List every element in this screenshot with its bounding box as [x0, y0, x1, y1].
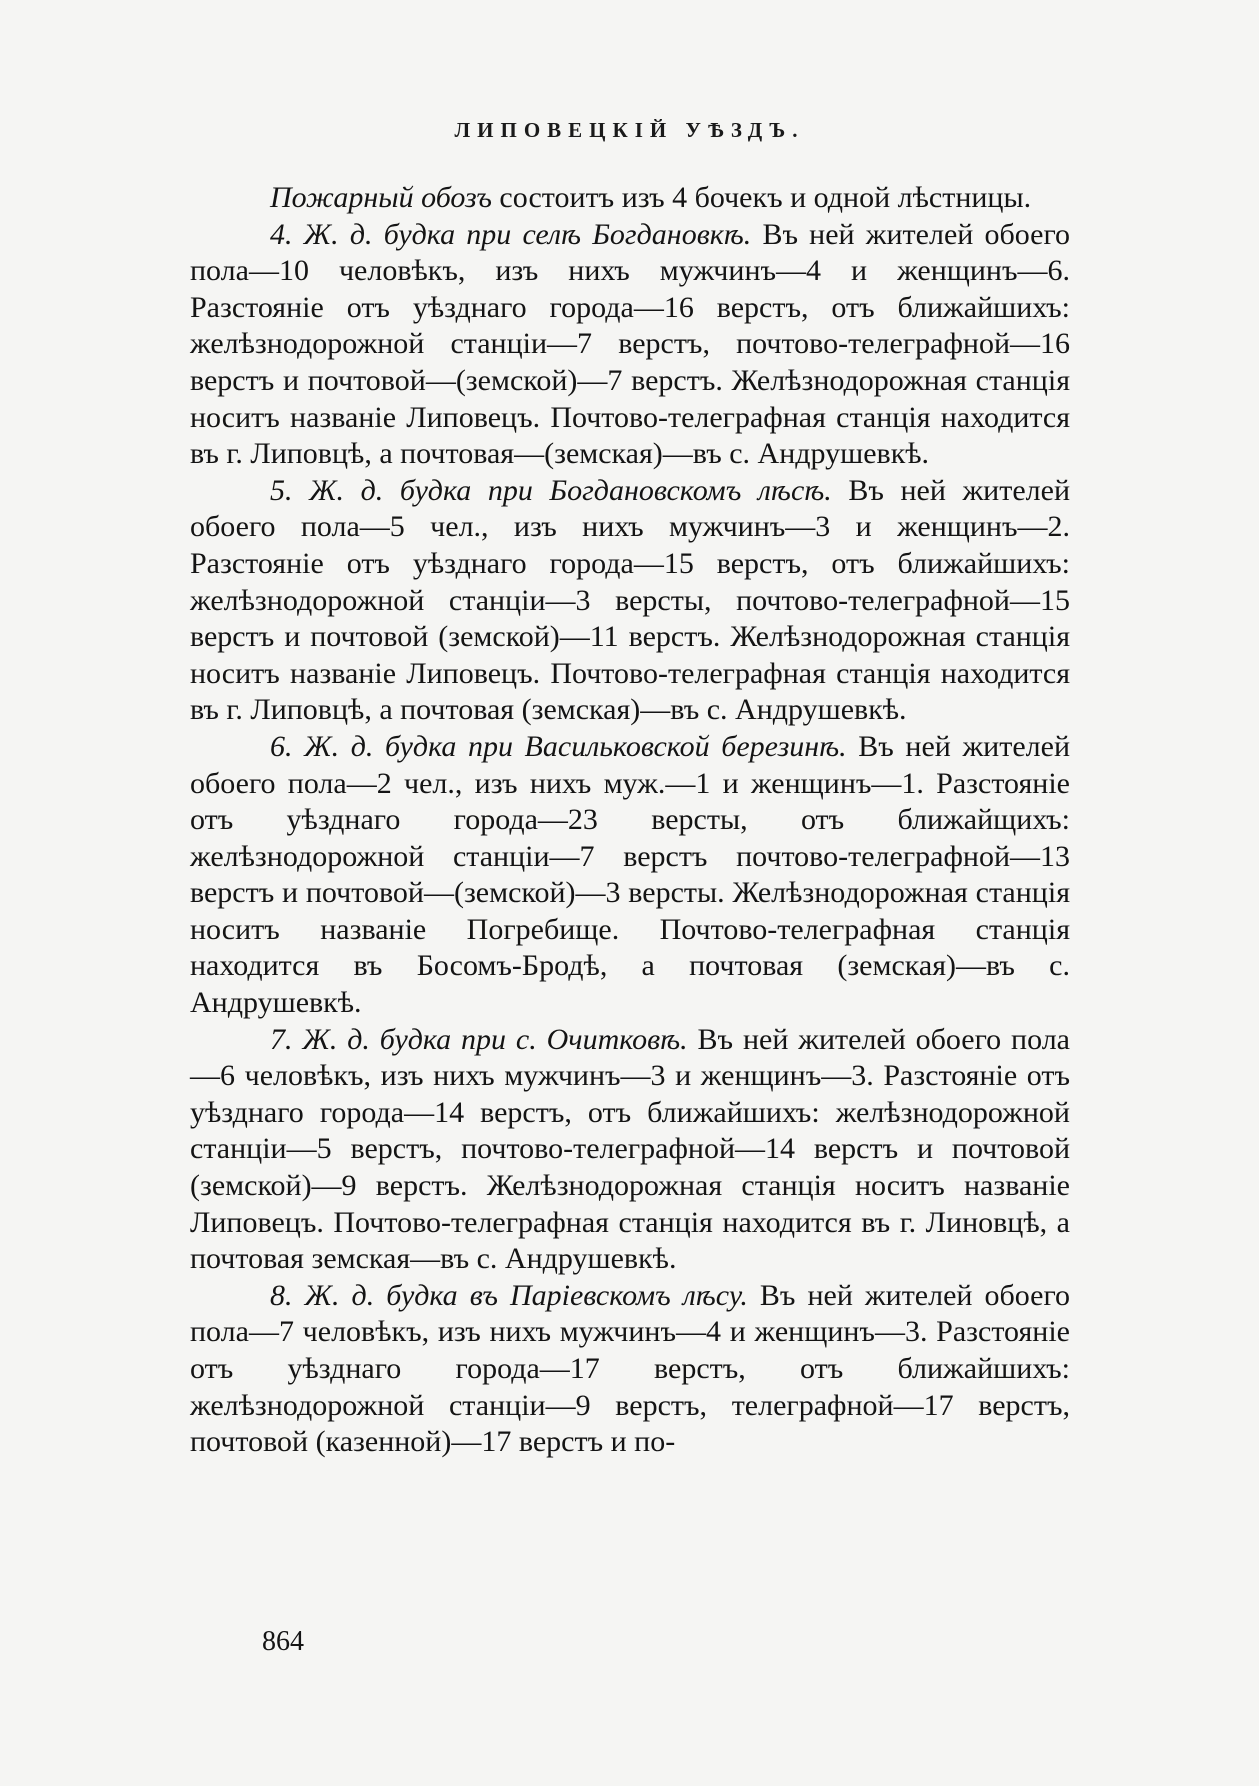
paragraph-booth-4: [190, 217, 1070, 473]
paragraph-text: Въ ней жителей обоего пола—5 чел., изъ нихъ мужчинъ—3 и женщинъ—2. Разстояніе отъ уѣзднаго города—15 верстъ, отъ ближайшихъ: желѣзнодорожной станціи—3 версты, почтово-телеграфной—15 верстъ и почтовой (земской)—11 верстъ. Желѣзнодорожная станція носитъ названіе Липовецъ. Почтово-телеграфная станція находится въ г. Липовцѣ, а почтовая (земская)—въ с. Андрушевкѣ.: [190, 473, 1071, 727]
paragraph-text: Въ ней жителей обоего пола—2 чел., изъ нихъ муж.—1 и женщинъ—1. Разстояніе отъ уѣзднаго города—23 версты, отъ ближайщихъ: желѣзнодорожной станціи—7 верстъ почтово-телеграфной—13 верстъ и почтовой—(земской)—3 версты. Желѣзнодорожная станція носитъ названіе Погребище. Почтово-телеграфная станція находится въ Босомъ-Бродѣ, а почтовая (земская)—въ с. Андрушевкѣ.: [190, 729, 1070, 1020]
paragraph-lead: 6. Ж. д. будка при Васильковской березинѣ.: [270, 729, 847, 763]
paragraph-booth-8: [190, 1278, 1070, 1461]
paragraph-text: состоитъ изъ 4 бочекъ и одной лѣстницы.: [491, 181, 1032, 214]
paragraph-text: Въ ней жителей обоего пола—6 человѣкъ, изъ нихъ мужчинъ—3 и женщинъ—3. Разстояніе отъ уѣзднаго города—14 верстъ, отъ ближайшихъ: желѣзнодорожной станціи—5 верстъ, почтово-телеграфной—14 верстъ и почтовой (земской)—9 верстъ. Желѣзнодорожная станція носитъ названіе Липовецъ. Почтово-телеграфная станція находится въ г. Линовцѣ, а почтовая земская—въ с. Андрушевкѣ.: [190, 1022, 1070, 1276]
paragraph-booth-5: [190, 473, 1070, 729]
page-number: 864: [262, 1626, 304, 1657]
paragraph-booth-6: [190, 729, 1070, 1022]
paragraph-lead: 4. Ж. д. будка при селѣ Богдановкѣ.: [270, 217, 752, 251]
running-header: ЛИПОВЕЦКІЙ УѢЗДЪ.: [454, 118, 805, 142]
paragraph-lead: 7. Ж. д. будка при с. Очитковѣ.: [270, 1022, 688, 1056]
paragraph-text: Въ ней жителей обоего пола—10 человѣкъ, изъ нихъ мужчинъ—4 и женщинъ—6. Разстояніе отъ уѣзднаго города—16 верстъ, отъ ближайшихъ: желѣзнодорожной станціи—7 верстъ, почтово-телеграфной—16 верстъ и почтовой—(земской)—7 верстъ. Желѣзнодорожная станція носитъ названіе Липовецъ. Почтово-телеграфная станція находится въ г. Липовцѣ, а почтовая—(земская)—въ с. Андрушевкѣ.: [190, 217, 1071, 471]
paragraph-lead: 5. Ж. д. будка при Богдановскомъ лѣсѣ.: [270, 473, 832, 507]
paragraph-fire-brigade: [190, 180, 1070, 217]
paragraph-lead: 8. Ж. д. будка въ Паріевскомъ лѣсу.: [270, 1278, 748, 1312]
body-text: [190, 180, 1070, 1461]
paragraph-lead: Пожарный обозъ: [270, 181, 492, 214]
paragraph-text: Въ ней жителей обоего пола—7 человѣкъ, изъ нихъ мужчинъ—4 и женщинъ—3. Разстояніе отъ уѣзднаго города—17 верстъ, отъ ближайшихъ: желѣзнодорожной станціи—9 верстъ, телеграфной—17 верстъ, почтовой (казенной)—17 верстъ и по-: [190, 1278, 1071, 1459]
paragraph-booth-7: [190, 1022, 1070, 1278]
